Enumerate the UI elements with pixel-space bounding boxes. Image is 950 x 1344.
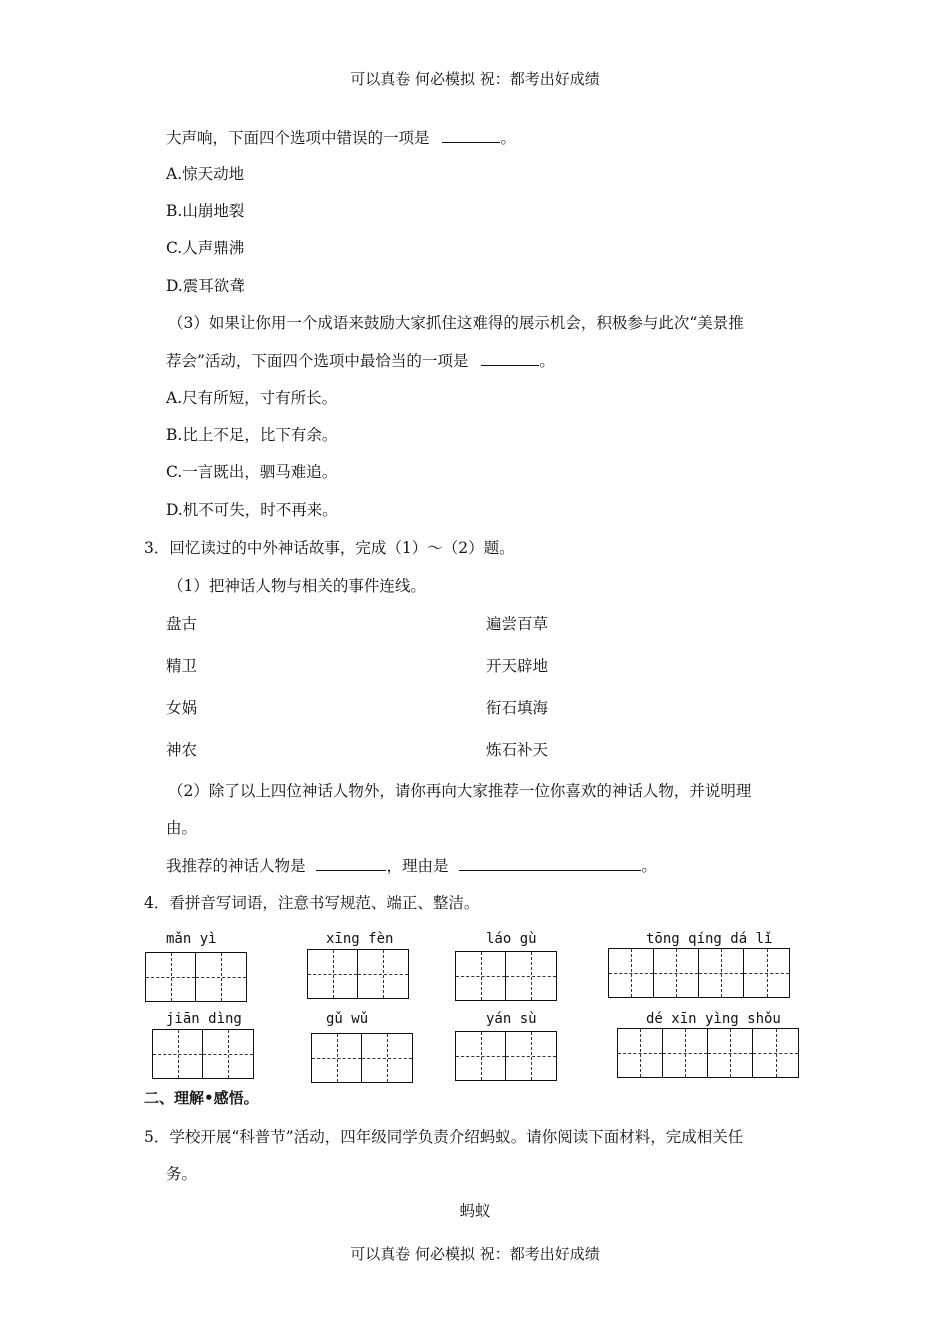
writing-grid[interactable] — [145, 952, 247, 1002]
person-answer-blank[interactable] — [316, 858, 386, 871]
option-a: A.尺有所短，寸有所长。 — [166, 389, 338, 407]
answer-end: 。 — [641, 857, 657, 875]
q3-part2-line1: （2）除了以上四位神话人物外，请你再向大家推荐一位你喜欢的神话人物，并说明理 — [168, 782, 752, 800]
myth-person-jingwei[interactable]: 精卫 — [166, 657, 198, 675]
writing-grid[interactable] — [455, 1031, 557, 1081]
q2-part3-stem: 荐会”活动，下面四个选项中最恰当的一项是 — [166, 352, 469, 370]
pinyin-label: xīng fèn — [326, 931, 394, 947]
answer-prefix: 我推荐的神话人物是 — [166, 857, 306, 875]
myth-person-pangu[interactable]: 盘古 — [166, 615, 198, 633]
pinyin-label: mǎn yì — [166, 931, 217, 947]
q3-answer-line — [166, 854, 657, 876]
passage-title: 蚂蚁 — [459, 1202, 491, 1220]
reason-answer-blank[interactable] — [459, 858, 641, 871]
option-c: C.一言既出，驷马难追。 — [166, 463, 338, 481]
myth-event-4[interactable]: 炼石补天 — [486, 741, 549, 759]
q2-part2-stem: 大声响，下面四个选项中错误的一项是 — [166, 129, 430, 147]
section-heading: 二、理解•感悟。 — [144, 1089, 259, 1107]
answer-mid: ，理由是 — [386, 857, 449, 875]
answer-blank[interactable] — [442, 130, 500, 143]
writing-cell[interactable] — [663, 1029, 708, 1077]
writing-cell[interactable] — [308, 950, 358, 998]
q2-part3-end: 。 — [539, 352, 555, 370]
myth-event-1[interactable]: 遍尝百草 — [486, 615, 549, 633]
writing-cell[interactable] — [312, 1034, 362, 1082]
writing-grid[interactable] — [152, 1029, 254, 1079]
q2-part2-end: 。 — [500, 129, 516, 147]
q2-part3-line2 — [166, 349, 555, 371]
myth-event-3[interactable]: 衔石填海 — [486, 699, 549, 717]
writing-cell[interactable] — [153, 1030, 203, 1078]
writing-grid[interactable] — [608, 948, 790, 998]
writing-cell[interactable] — [456, 952, 506, 1000]
writing-cell[interactable] — [358, 950, 408, 998]
pinyin-label: dé xīn yìng shǒu — [646, 1011, 781, 1027]
pinyin-label: jiān dìng — [166, 1011, 242, 1027]
writing-cell[interactable] — [362, 1034, 412, 1082]
myth-event-2[interactable]: 开天辟地 — [486, 657, 549, 675]
q2-part3-line1: （3）如果让你用一个成语来鼓励大家抓住这难得的展示机会，积极参与此次“美景推 — [168, 314, 744, 332]
q3-title: 3．回忆读过的中外神话故事，完成（1）～（2）题。 — [144, 539, 515, 557]
q4-title: 4．看拼音写词语，注意书写规范、端正、整洁。 — [144, 894, 480, 912]
writing-cell[interactable] — [753, 1029, 798, 1077]
writing-cell[interactable] — [146, 953, 196, 1001]
option-c: C.人声鼎沸 — [166, 239, 245, 257]
q3-part1: （1）把神话人物与相关的事件连线。 — [168, 577, 426, 595]
writing-cell[interactable] — [744, 949, 789, 997]
myth-person-shennong[interactable]: 神农 — [166, 741, 198, 759]
writing-grid[interactable] — [311, 1033, 413, 1083]
writing-grid[interactable] — [617, 1028, 799, 1078]
writing-grid[interactable] — [455, 951, 557, 1001]
writing-cell[interactable] — [618, 1029, 663, 1077]
writing-cell[interactable] — [654, 949, 699, 997]
q3-part2-line2: 由。 — [166, 819, 198, 837]
option-b: B.比上不足，比下有余。 — [166, 426, 338, 444]
option-d: D.震耳欲聋 — [166, 277, 245, 295]
pinyin-label: yán sù — [486, 1011, 537, 1027]
pinyin-label: tōng qíng dá lǐ — [646, 931, 773, 947]
writing-grid[interactable] — [307, 949, 409, 999]
q2-part2-stem-line — [166, 126, 516, 148]
answer-blank[interactable] — [481, 353, 539, 366]
option-b: B.山崩地裂 — [166, 202, 245, 220]
page-footer: 可以真卷 何必模拟 祝：都考出好成绩 — [350, 1245, 600, 1263]
page-header: 可以真卷 何必模拟 祝：都考出好成绩 — [350, 70, 600, 88]
writing-cell[interactable] — [203, 1030, 253, 1078]
myth-person-nuwa[interactable]: 女娲 — [166, 699, 198, 717]
pinyin-label: gǔ wǔ — [326, 1011, 369, 1027]
writing-cell[interactable] — [456, 1032, 506, 1080]
option-d: D.机不可失，时不再来。 — [166, 501, 338, 519]
option-a: A.惊天动地 — [166, 165, 245, 183]
writing-cell[interactable] — [506, 1032, 556, 1080]
pinyin-label: láo gù — [486, 931, 537, 947]
writing-cell[interactable] — [609, 949, 654, 997]
writing-cell[interactable] — [506, 952, 556, 1000]
writing-cell[interactable] — [196, 953, 246, 1001]
q5-line2: 务。 — [166, 1165, 198, 1183]
q5-line1: 5．学校开展“科普节”活动，四年级同学负责介绍蚂蚁。请你阅读下面材料，完成相关任 — [144, 1128, 744, 1146]
writing-cell[interactable] — [699, 949, 744, 997]
writing-cell[interactable] — [708, 1029, 753, 1077]
